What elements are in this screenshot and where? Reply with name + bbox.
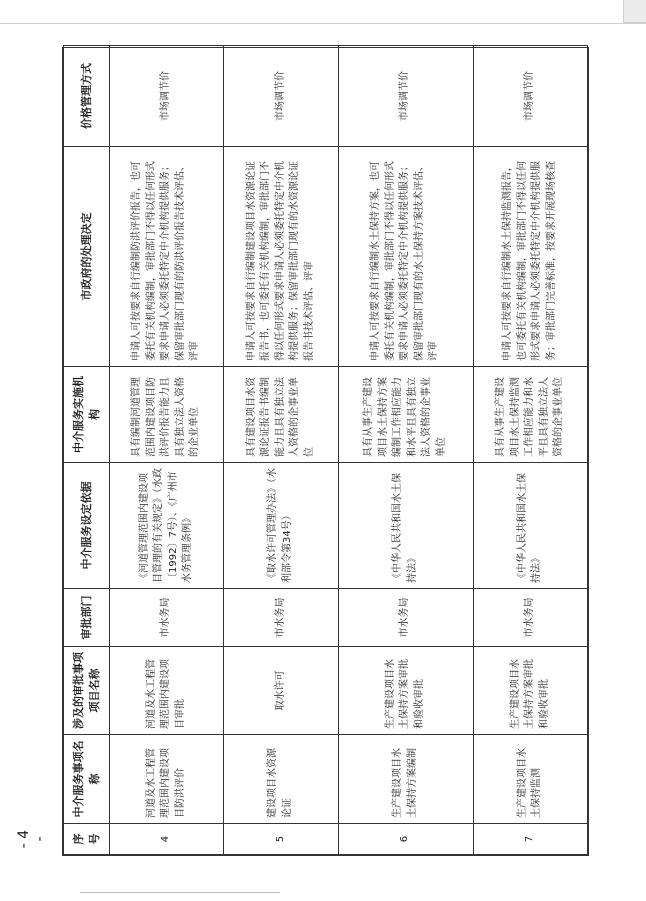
header-dept: 审批部门 bbox=[64, 589, 110, 647]
cell-seq: 7 bbox=[473, 824, 587, 855]
header-basis: 中介服务设定依据 bbox=[64, 463, 110, 589]
cell-agency: 具有建设项目水资源论证报告书编制能力且具有独立法人资格的企事业单位 bbox=[224, 367, 338, 463]
cell-agency: 具有编制河道管理范围内建设项目防洪评价报告能力且具有独立法人资格的企业单位 bbox=[110, 367, 224, 463]
header-approval: 涉及的审批事项项目名称 bbox=[64, 647, 110, 735]
cell-approval: 河道及水工程管理范围内建设项目审批 bbox=[110, 647, 224, 735]
cell-approval: 取水许可 bbox=[224, 647, 338, 735]
cell-basis: 《河道管理范围内建设项目管理的有关规定》（水政〔1992〕7号）、《广州市水务管理条例》 bbox=[110, 463, 224, 589]
scan-corner-mark bbox=[623, 0, 646, 23]
header-seq: 序号 bbox=[64, 824, 110, 855]
cell-dept: 市水务局 bbox=[473, 589, 587, 647]
cell-decision: 申请人可按要求自行编制水土保持方案，也可委托有关机构编制，审批部门不得以任何形式要求申请人必须委托特定中介机构提供服务；保留审批部门现有的水土保持方案技术评估、评审 bbox=[338, 147, 473, 367]
cell-dept: 市水务局 bbox=[338, 589, 473, 647]
header-price: 价格管理方式 bbox=[64, 46, 110, 147]
cell-basis: 《中华人民共和国水土保持法》 bbox=[338, 463, 473, 589]
cell-seq: 4 bbox=[110, 824, 224, 855]
cell-price: 市场调节价 bbox=[224, 46, 338, 147]
cell-agency: 具有从事生产建设项目水土保持监测工作相应能力和水平且具有独立法人资格的企事业单位 bbox=[473, 367, 587, 463]
cell-price: 市场调节价 bbox=[338, 46, 473, 147]
table-row bbox=[224, 46, 338, 855]
table-row bbox=[473, 46, 587, 855]
cell-agency: 具有从事生产建设项目水土保持方案编制工作相应能力和水平且具有独立法人资格的企事业单位 bbox=[338, 367, 473, 463]
cell-item: 生产建设项目水土保持方案编制 bbox=[338, 735, 473, 824]
cell-item: 生产建设项目水土保持监测 bbox=[473, 735, 587, 824]
intermediary-services-table bbox=[63, 45, 588, 855]
cell-basis: 《中华人民共和国水土保持法》 bbox=[473, 463, 587, 589]
cell-dept: 市水务局 bbox=[224, 589, 338, 647]
header-decision: 市政府的处理决定 bbox=[64, 147, 110, 367]
cell-item: 建设项目水资源论证 bbox=[224, 735, 338, 824]
page-number: - 4 - bbox=[16, 829, 48, 849]
cell-approval: 生产建设项目水土保持方案审批和验收审批 bbox=[338, 647, 473, 735]
cell-dept: 市水务局 bbox=[110, 589, 224, 647]
cell-price: 市场调节价 bbox=[473, 46, 587, 147]
table-row bbox=[338, 46, 473, 855]
scan-top-edge bbox=[0, 23, 646, 24]
cell-basis: 《取水许可管理办法》（水利部令第34号） bbox=[224, 463, 338, 589]
table-header-row bbox=[64, 46, 110, 855]
rotated-table-page bbox=[62, 47, 589, 856]
cell-approval: 生产建设项目水土保持方案审批和验收审批 bbox=[473, 647, 587, 735]
table-row bbox=[110, 46, 224, 855]
cell-item: 河道及水工程管理范围内建设项目防洪评价 bbox=[110, 735, 224, 824]
cell-decision: 申请人可按要求自行编制水土保持监测报告，也可委托有关机构编制，审批部门不得以任何形式要求申请人必须委托特定中介机构提供服务；审批部门完善标准，按要求开展现场核查 bbox=[473, 147, 587, 367]
cell-seq: 6 bbox=[338, 824, 473, 855]
header-agency: 中介服务实施机构 bbox=[64, 367, 110, 463]
cell-price: 市场调节价 bbox=[110, 46, 224, 147]
cell-seq: 5 bbox=[224, 824, 338, 855]
cell-decision: 申请人可按要求自行编制建设项目水资源论证报告书，也可委托有关机构编制，审批部门不得以任何形式要求申请人必须委托特定中介机构提供服务；保留审批部门现有的水资源论证报告书技术评估、评审 bbox=[224, 147, 338, 367]
cell-decision: 申请人可按要求自行编制防洪评价报告，也可委托有关机构编制，审批部门不得以任何形式要求申请人必须委托特定中介机构提供服务；保留审批部门现有的防洪评价报告技术评估、评审 bbox=[110, 147, 224, 367]
scan-bottom-edge bbox=[80, 892, 280, 893]
header-item: 中介服务事项名称 bbox=[64, 735, 110, 824]
